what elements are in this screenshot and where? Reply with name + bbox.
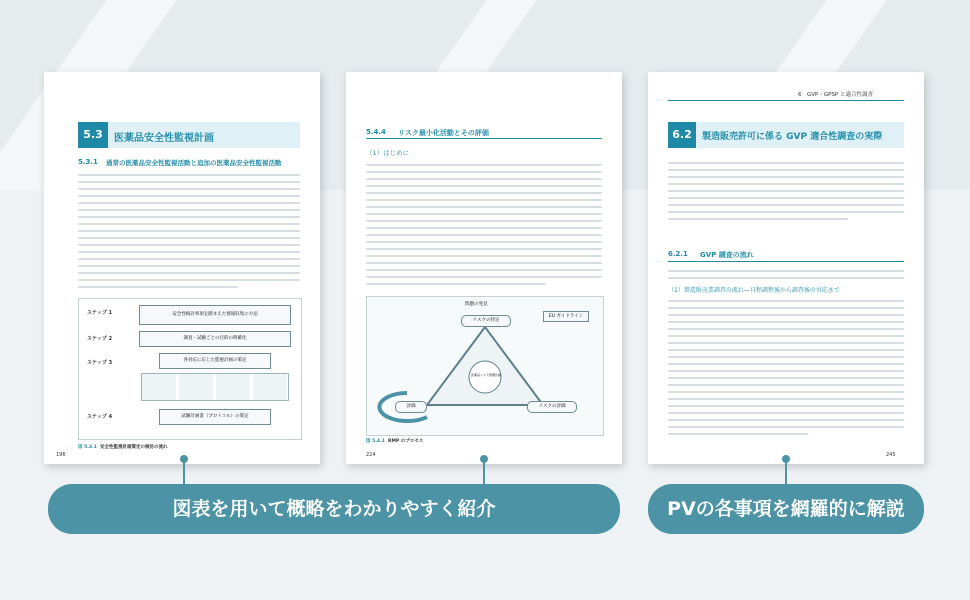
body-text-line [668, 321, 904, 323]
subsection-title: リスク最小化活動とその評価 [398, 129, 489, 137]
book-page-196 [44, 72, 320, 464]
body-text-line [366, 262, 602, 264]
section-number: 5.3 [78, 122, 108, 148]
caption-pill-pv: PVの各事項を網羅的に解説 [648, 484, 924, 534]
body-text-line [78, 265, 300, 267]
figure-step-label: ステップ 1 [87, 310, 113, 316]
body-text-line [668, 277, 904, 279]
body-text-line [668, 190, 904, 192]
body-text-line [668, 342, 904, 344]
figure-step-label: ステップ 3 [87, 360, 113, 366]
body-text-line [78, 223, 300, 225]
subsection-number: 6.2.1 [668, 250, 688, 258]
body-text-line [78, 272, 300, 274]
subsection-number: 5.3.1 [78, 158, 98, 166]
body-text-line [668, 211, 904, 213]
body-text-line [668, 204, 904, 206]
diagram-box-risk-eval: リスクの評価 [527, 401, 577, 413]
body-text-line [668, 270, 904, 272]
body-text-line [78, 181, 300, 183]
figure-frame [78, 298, 302, 440]
section-heading-box [668, 122, 904, 148]
body-text-line [668, 391, 904, 393]
body-text-line [668, 300, 904, 302]
body-text-line [668, 384, 904, 386]
page-number: 245 [886, 452, 896, 458]
body-text-line [78, 202, 300, 204]
body-text-line [668, 183, 904, 185]
body-text-line [78, 188, 300, 190]
body-text-line [78, 244, 300, 246]
caption-pill-figures: 図表を用いて概略をわかりやすく紹介 [48, 484, 620, 534]
page-number: 224 [366, 452, 376, 458]
body-text-line [78, 237, 300, 239]
body-text-line [668, 377, 904, 379]
body-text-line [366, 164, 602, 166]
body-text-line [366, 213, 602, 215]
figure-label: 図 5.4.1 [366, 439, 385, 444]
body-text-line [668, 314, 904, 316]
figure-step-label: ステップ 4 [87, 414, 113, 420]
figure-flow-box: 各対応に応じた監視計画の策定 [159, 353, 271, 369]
heading-underline [366, 138, 602, 139]
rmp-diagram [366, 296, 604, 436]
body-text-line [668, 328, 904, 330]
pointer-line [483, 460, 485, 484]
diagram-label-center: 医薬品リスク管理計画 [471, 373, 501, 377]
body-text-line [366, 220, 602, 222]
body-text-line [668, 363, 904, 365]
body-text-line [668, 412, 904, 414]
figure-step-label: ステップ 2 [87, 336, 113, 342]
body-text-line [366, 255, 602, 257]
body-text-line [366, 269, 602, 271]
body-text-line [366, 178, 602, 180]
body-text-line [668, 162, 904, 164]
body-text-line [366, 241, 602, 243]
running-header: 6 GVP・GPSP と適合性調査 [798, 92, 873, 98]
body-text-line [668, 169, 904, 171]
body-text-line [78, 279, 300, 281]
body-text-line [668, 370, 904, 372]
body-text-line [668, 419, 904, 421]
header-rule [668, 100, 904, 101]
subsection-title: GVP 調査の流れ [700, 251, 754, 259]
body-text-line [366, 171, 602, 173]
body-text-line [668, 218, 848, 220]
section-heading-box [78, 122, 300, 148]
body-text-line [668, 356, 904, 358]
body-text-line [366, 248, 602, 250]
body-text-line [668, 433, 808, 435]
figure-flow-box: 調査・試験ごとの目的の明確化 [139, 331, 291, 347]
body-text-line [668, 197, 904, 199]
body-text-line [668, 405, 904, 407]
body-text-line [78, 209, 300, 211]
paragraph-heading: （1）はじめに [366, 149, 410, 157]
diagram-label-problem: 問題の発見 [465, 302, 488, 307]
body-text-line [668, 426, 904, 428]
figure-caption: 安全性監視計画策定の検討の流れ [100, 445, 168, 450]
body-text-line [366, 276, 602, 278]
section-title: 製造販売許可に係る GVP 適合性調査の実際 [702, 132, 883, 142]
body-text-line [668, 307, 904, 309]
body-text-line [78, 251, 300, 253]
center-circle [469, 361, 501, 393]
book-page-245 [648, 72, 924, 464]
body-text-line [668, 349, 904, 351]
body-text-line [78, 258, 300, 260]
figure-sub-boxes [141, 373, 289, 401]
body-text-line [78, 195, 300, 197]
body-text-line [366, 234, 602, 236]
body-text-line [78, 286, 238, 288]
body-text-line [366, 185, 602, 187]
figure-label: 図 5.3.1 [78, 445, 97, 450]
body-text-line [366, 227, 602, 229]
figure-flow-box: 試験計画書（プロトコル）の策定 [159, 409, 271, 425]
body-text-line [78, 216, 300, 218]
body-text-line [668, 335, 904, 337]
body-text-line [366, 283, 546, 285]
subsection-title: 通常の医薬品安全性監視活動と追加の医薬品安全性監視活動 [106, 159, 282, 167]
body-text-line [668, 398, 904, 400]
figure-flow-box: 安全性検討事項を踏まえた情報収集の方法 [139, 305, 291, 325]
book-page-224 [346, 72, 622, 464]
pointer-line [785, 460, 787, 484]
page-number: 196 [56, 452, 66, 458]
body-text-line [366, 192, 602, 194]
body-text-line [668, 176, 904, 178]
figure-caption: RMP のプロセス [388, 439, 424, 444]
subsection-number: 5.4.4 [366, 128, 386, 136]
diagram-box-identify: リスクの特定 [461, 315, 511, 327]
body-text-line [366, 199, 602, 201]
section-number: 6.2 [668, 122, 696, 148]
body-text-line [366, 206, 602, 208]
diagram-box-eu: EU ガイドライン [543, 311, 589, 322]
body-text-line [78, 230, 300, 232]
paragraph-heading: （1）製造販売業調査の流れ―日程調整後から調査後の対応まで [668, 287, 840, 294]
body-text-line [78, 174, 300, 176]
heading-underline [668, 261, 904, 262]
section-title: 医薬品安全性監視計画 [114, 133, 214, 144]
pointer-line [183, 460, 185, 484]
diagram-box-evaluate: 評価 [395, 401, 427, 413]
